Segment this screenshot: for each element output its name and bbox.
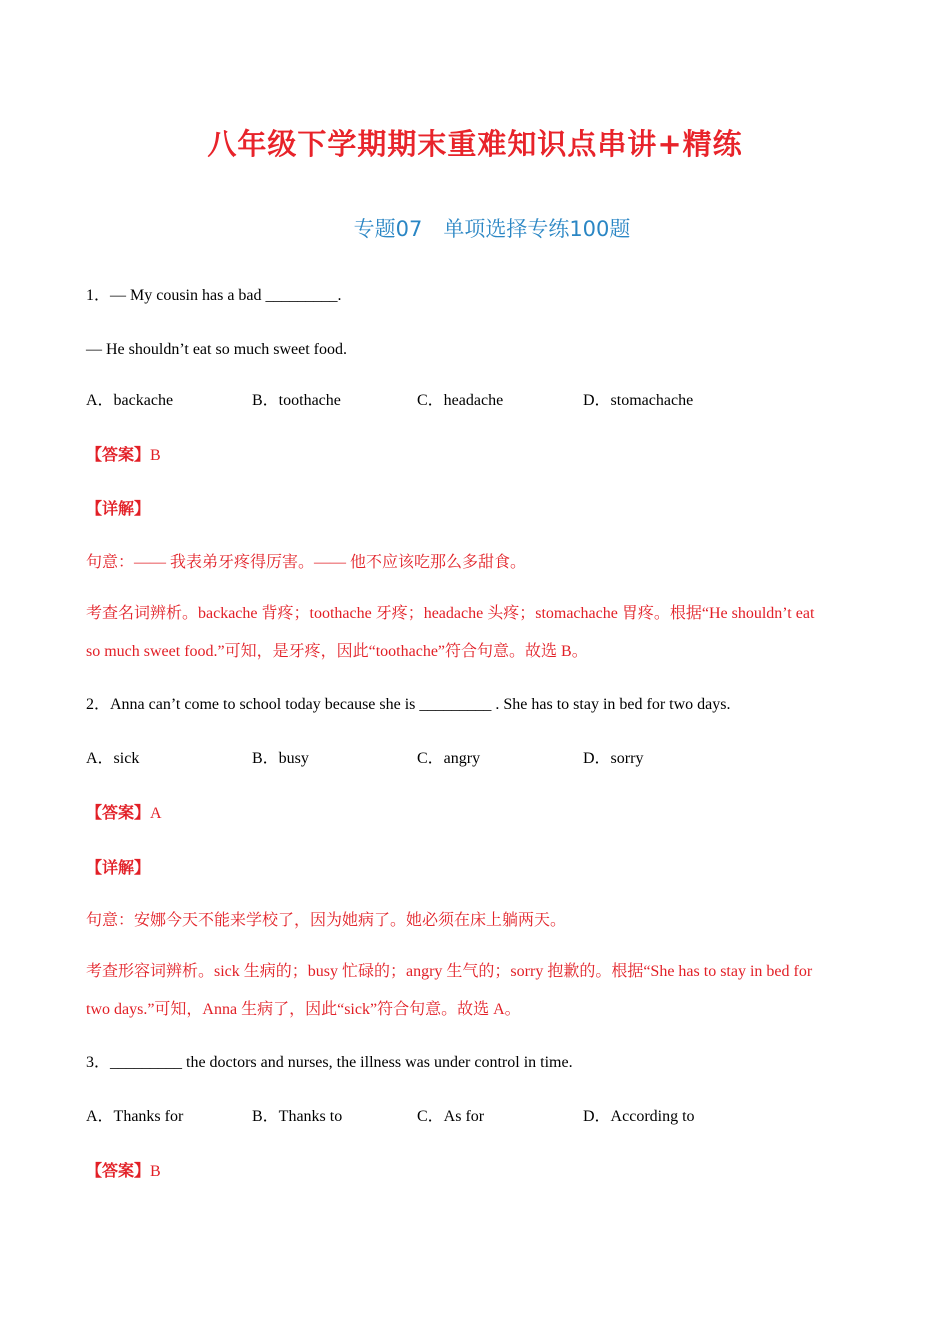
question-1-stem: 1．— My cousin has a bad _________.	[86, 287, 342, 304]
question-3-option-c: C．As for	[417, 1108, 485, 1125]
question-3-answer	[86, 1160, 866, 1183]
question-2-meaning: 句意：安娜今天不能来学校了，因为她病了。她必须在床上躺两天。	[86, 912, 567, 929]
question-1-detail-label: 【详解】	[86, 499, 151, 518]
question-3-option-b: B．Thanks to	[252, 1108, 343, 1125]
question-1-options	[86, 390, 866, 412]
answer-value: A	[150, 805, 162, 822]
question-1-stem-reply: — He shouldn’t eat so much sweet food.	[86, 341, 347, 358]
question-1-option-c: C．headache	[417, 392, 504, 409]
question-1-meaning: 句意：—— 我表弟牙疼得厉害。—— 他不应该吃那么多甜食。	[86, 554, 527, 571]
question-2-analysis-line-2: two days.”可知，Anna 生病了，因此“sick”符合句意。故选 A。	[86, 1001, 521, 1018]
answer-value: B	[150, 447, 161, 464]
question-1-option-d: D．stomachache	[583, 392, 694, 409]
document-subtitle: 专题07 单项选择专练100题	[353, 217, 631, 241]
question-2-answer	[86, 802, 866, 825]
question-2-stem: 2．Anna can’t come to school today because she is _________ . She has to stay in bed for two days.	[86, 696, 731, 713]
question-3-options	[86, 1106, 866, 1128]
question-3-option-a: A．Thanks for	[86, 1108, 184, 1125]
question-2-option-c: C．angry	[417, 750, 481, 767]
answer-label: 【答案】	[86, 445, 151, 464]
question-1-analysis-line-1: 考查名词辨析。backache 背疼；toothache 牙疼；headache 头疼；stomachache 胃疼。根据“He shouldn’t eat	[86, 605, 815, 622]
question-1-option-a: A．backache	[86, 392, 174, 409]
question-2-analysis-line-1: 考查形容词辨析。sick 生病的；busy 忙碌的；angry 生气的；sorry 抱歉的。根据“She has to stay in bed for	[86, 963, 813, 980]
question-3-stem: 3．_________ the doctors and nurses, the illness was under control in time.	[86, 1054, 573, 1071]
question-2-option-d: D．sorry	[583, 750, 644, 767]
question-3-option-d: D．According to	[583, 1108, 695, 1125]
document-title: 八年级下学期期末重难知识点串讲+精练	[207, 127, 743, 161]
answer-label: 【答案】	[86, 803, 151, 822]
answer-label: 【答案】	[86, 1161, 151, 1180]
question-1-analysis-line-2: so much sweet food.”可知，是牙疼，因此“toothache”符合句意。故选 B。	[86, 643, 588, 660]
question-2-option-b: B．busy	[252, 750, 309, 767]
question-1-answer	[86, 444, 866, 467]
answer-value: B	[150, 1163, 161, 1180]
question-2-detail-label: 【详解】	[86, 858, 151, 877]
question-2-options	[86, 748, 866, 770]
question-2-option-a: A．sick	[86, 750, 140, 767]
question-1-option-b: B．toothache	[252, 392, 341, 409]
